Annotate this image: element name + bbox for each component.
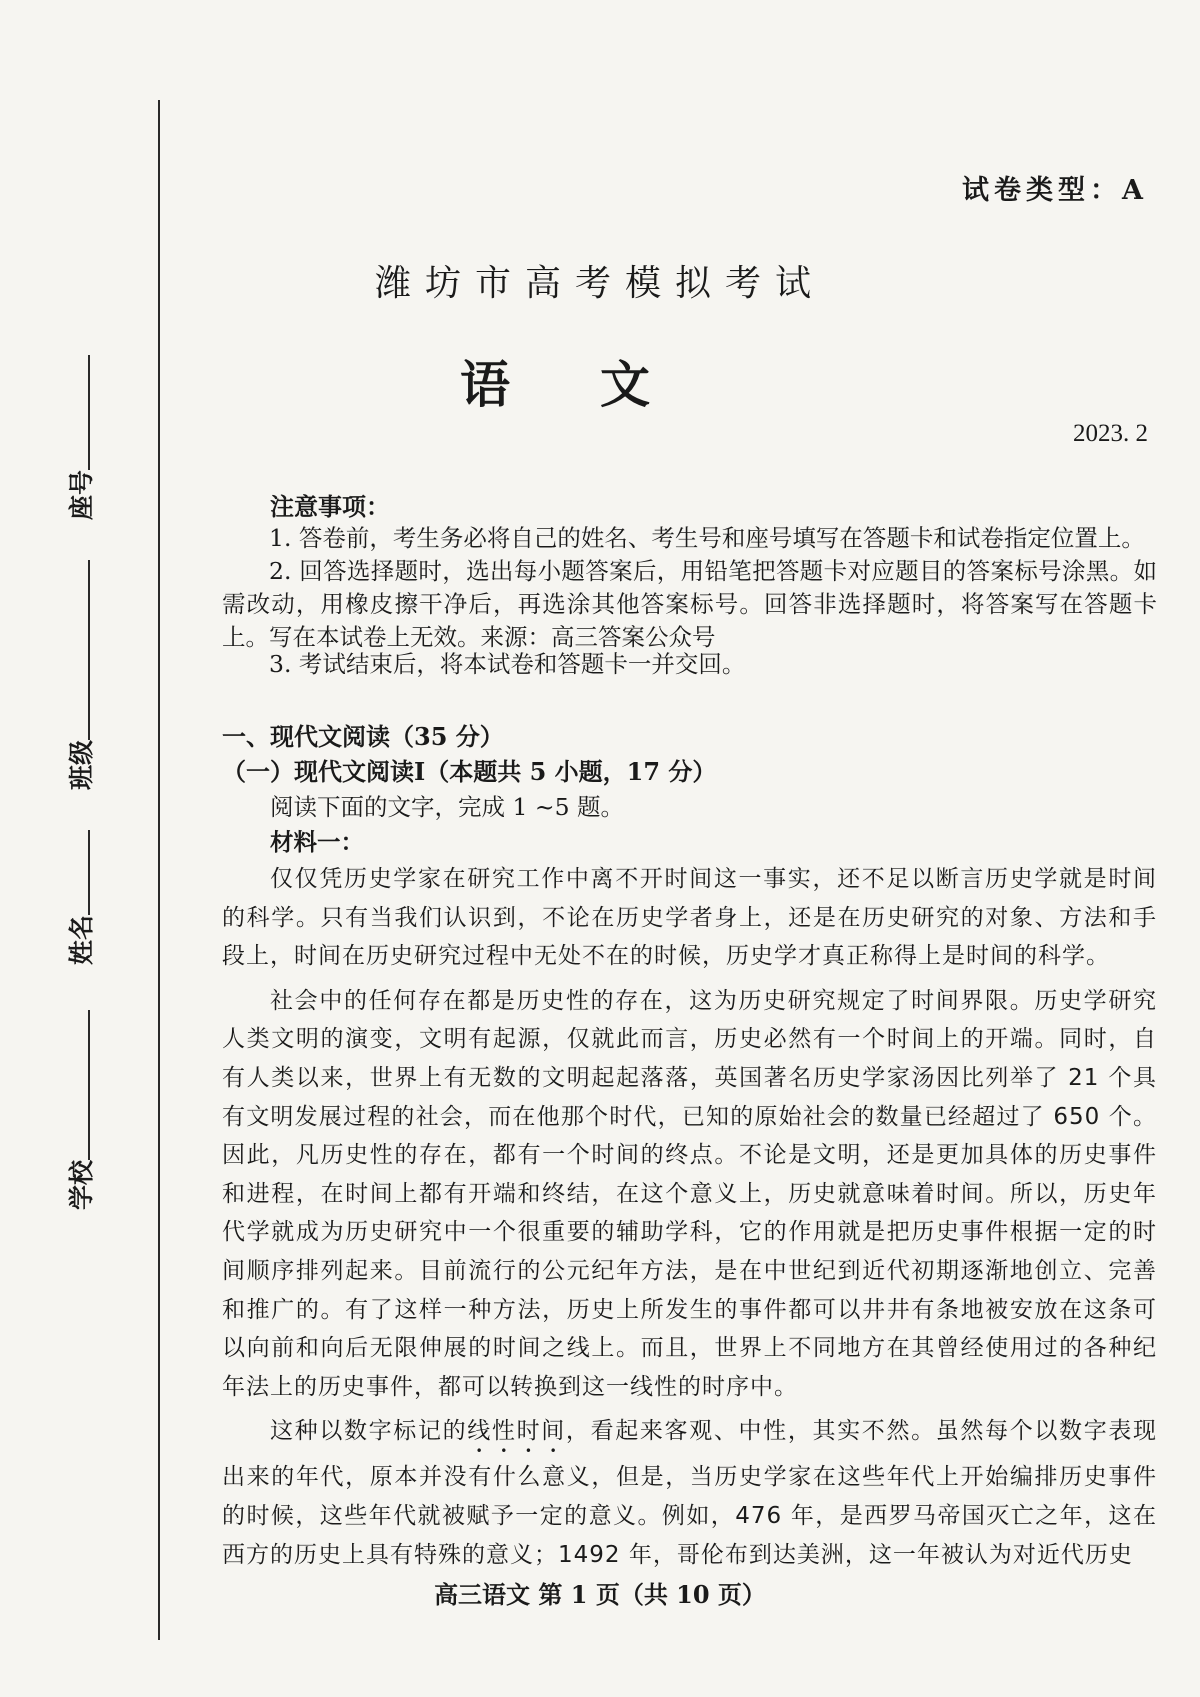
emphasized-term: 线性时间 [467,1418,566,1445]
name-rule [88,830,90,915]
passage-paragraph [222,1412,1157,1574]
instruction: 阅读下面的文字，完成 1 ~5 题。 [270,793,625,821]
page-footer: 高三语文 第 1 页（共 10 页） [434,1580,766,1609]
school-rule [88,1010,90,1160]
seat-label: 座号 [67,469,96,520]
paragraph-text: ，看起来客观、中性，其实不然。虽然每个以数字表现出来的年代，原本并没有什么意义，但是，当历史学家在这些年代上开始编排历史事件的时候，这些年代就被赋予一定的意义。例如，476 年，是西罗马帝国灭亡之年，这在西方的历史上具有特殊的意义；1492 年，哥伦布到达美洲，这一年被认为对近代历史 [222,1418,1158,1568]
notice-heading: 注意事项： [270,492,390,521]
reading-passage [222,860,1157,1574]
subject-title: 语文 [460,355,740,414]
passage-paragraph: 社会中的任何存在都是历史性的存在，这为历史研究规定了时间界限。历史学研究人类文明的演变，文明有起源，仅就此而言，历史必然有一个时间上的开端。同时，自有人类以来，世界上有无数的文明起起落落，英国著名历史学家汤因比列举了 21 个具有文明发展过程的社会，而在他那个时代，已知的原始社会的数量已经超过了 650 个。因此，凡历史性的存在，都有一个时间的终点。不论是文明，还是更加具体的历史事件和进程，在时间上都有开端和终结，在这个意义上，历史就意味着时间。所以，历史年代学就成为历史研究中一个很重要的辅助学科，它的作用就是把历史事件根据一定的时间顺序排列起来。目前流行的公元纪年方法，是在中世纪到近代初期逐渐地创立、完善和推广的。有了这样一种方法，历史上所发生的事件都可以井井有条地被安放在这条可以向前和向后无限伸展的时间之线上。而且，世界上不同地方在其曾经使用过的各种纪年法上的历史事件，都可以转换到这一线性的时序中。 [222,987,1157,1400]
notice-item: 2. 回答选择题时，选出每小题答案后，用铅笔把答题卡对应题目的答案标号涂黑。如需改动，用橡皮擦干净后，再选涂其他答案标号。回答非选择题时，将答案写在答题卡上。写在本试卷上无效。来源：高三答案公众号 [222,557,1157,651]
notice-item: 3. 考试结束后，将本试卷和答题卡一并交回。 [269,650,746,678]
name-label: 姓名 [67,914,96,965]
exam-title: 潍坊市高考模拟考试 [374,263,825,304]
exam-date: 2023. 2 [1073,420,1148,447]
paragraph-text: 这种以数字标记的 [270,1418,468,1445]
material-label: 材料一： [270,828,364,856]
class-rule [88,560,90,740]
school-label: 学校 [67,1159,96,1210]
class-label: 班级 [67,739,96,790]
binding-line [158,100,160,1640]
notice-item: 1. 答卷前，考生务必将自己的姓名、考生号和座号填写在答题卡和试卷指定位置上。 [269,524,1145,552]
paper-type: 试卷类型：A [962,175,1148,206]
subsection-heading: （一）现代文阅读Ⅰ（本题共 5 小题，17 分） [222,757,717,786]
section-heading: 一、现代文阅读（35 分） [222,722,504,751]
passage-paragraph: 仅仅凭历史学家在研究工作中离不开时间这一事实，还不足以断言历史学就是时间的科学。只有当我们认识到，不论在历史学者身上，还是在历史研究的对象、方法和手段上，时间在历史研究过程中无处不在的时候，历史学才真正称得上是时间的科学。 [222,866,1157,970]
